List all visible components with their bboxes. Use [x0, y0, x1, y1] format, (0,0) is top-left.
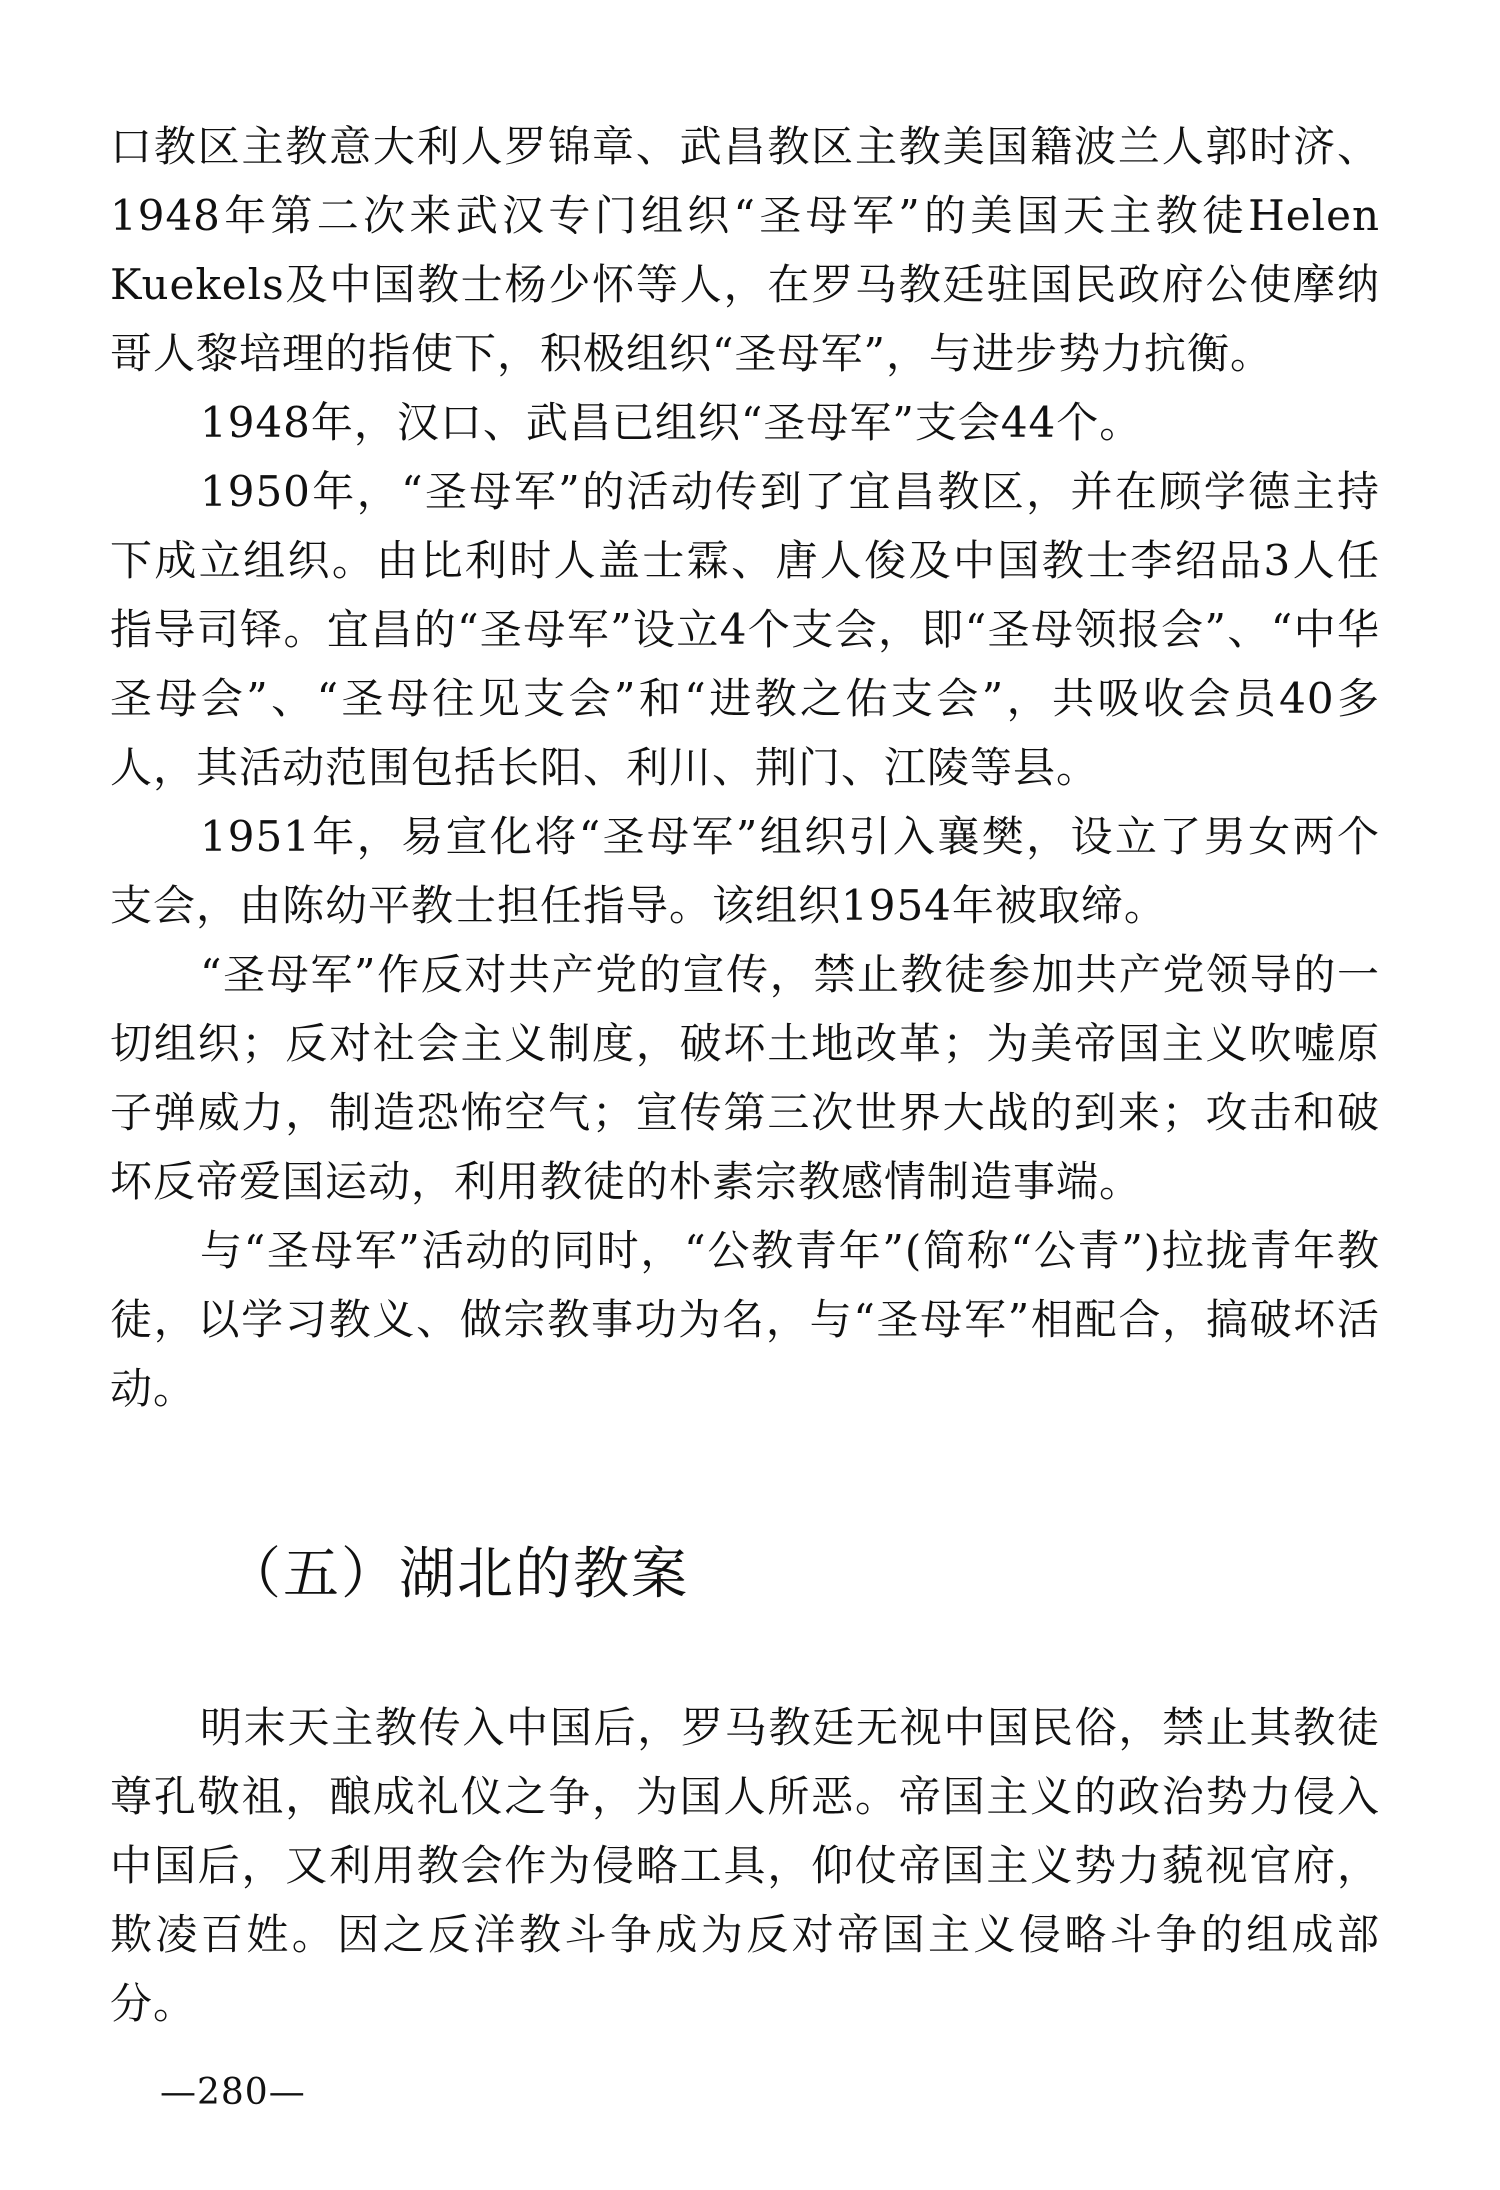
paragraph: 1951年，易宣化将“圣母军”组织引入襄樊，设立了男女两个支会，由陈幼平教士担任指导。该组织1954年被取缔。 [110, 812, 1380, 930]
paragraph: 1950年，“圣母军”的活动传到了宜昌教区，并在顾学德主持下成立组织。由比利时人盖士霖、唐人俊及中国教士李绍品3人任指导司铎。宜昌的“圣母军”设立4个支会，即“圣母领报会”、“中华圣母会”、“圣母往见支会”和“进教之佑支会”，共吸收会员40多人，其活动范围包括长阳、利川、荆门、江陵等县。 [110, 467, 1380, 792]
section-heading: （五）湖北的教案 [225, 1542, 689, 1607]
body-text-top [110, 112, 1380, 1423]
paragraph: 明末天主教传入中国后，罗马教廷无视中国民俗，禁止其教徒尊孔敬祖，酿成礼仪之争，为国人所恶。帝国主义的政治势力侵入中国后，又利用教会作为侵略工具，仰仗帝国主义势力藐视官府，欺凌百姓。因之反洋教斗争成为反对帝国主义侵略斗争的组成部分。 [110, 1703, 1380, 2028]
page-number: —280— [160, 2072, 306, 2113]
paragraph-continuation: 口教区主教意大利人罗锦章、武昌教区主教美国籍波兰人郭时济、1948年第二次来武汉专门组织“圣母军”的美国天主教徒Helen Kuekels及中国教士杨少怀等人，在罗马教廷驻国民政府公使摩纳哥人黎培理的指使下，积极组织“圣母军”，与进步势力抗衡。 [110, 122, 1380, 378]
paragraph: “圣母军”作反对共产党的宣传，禁止教徒参加共产党领导的一切组织；反对社会主义制度，破坏土地改革；为美帝国主义吹嘘原子弹威力，制造恐怖空气；宣传第三次世界大战的到来；攻击和破坏反帝爱国运动，利用教徒的朴素宗教感情制造事端。 [110, 950, 1380, 1206]
body-text-bottom [110, 1693, 1380, 2038]
paragraph: 1948年，汉口、武昌已组织“圣母军”支会44个。 [200, 398, 1143, 447]
paragraph: 与“圣母军”活动的同时，“公教青年”(简称“公青”)拉拢青年教徒，以学习教义、做宗教事功为名，与“圣母军”相配合，搞破坏活动。 [110, 1226, 1380, 1413]
